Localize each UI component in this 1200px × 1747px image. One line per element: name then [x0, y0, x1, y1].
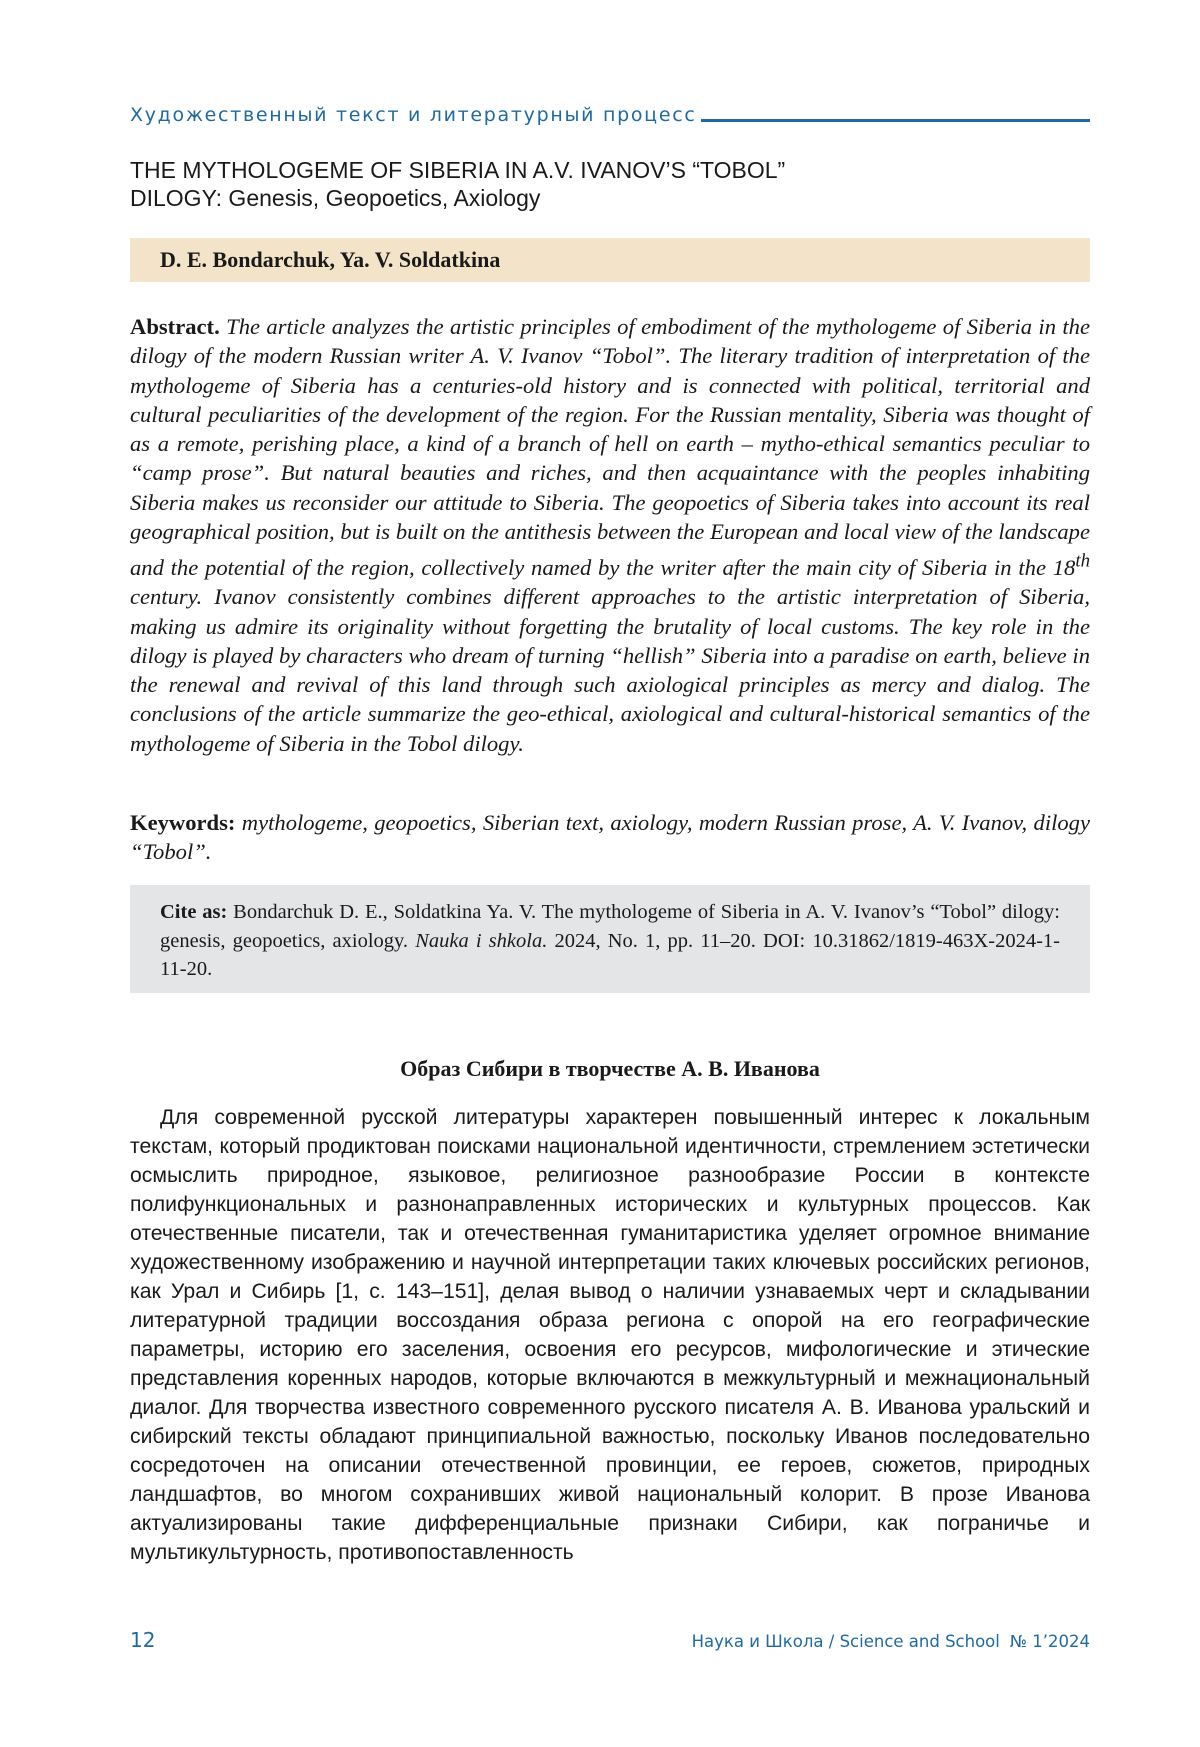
abstract-text-part2: century. Ivanov consistently combines different approaches to the artistic interpretation of Siberia, making us admire its originality without forgetting the brutality of local customs. The key role in the dilogy is played by characters who dream of turning “hellish” Siberia into a paradise on earth, believe in the renewal and revival of this land through such axiological principles as mercy and dialog. The conclusions of the article summarize the geo-ethical, axiological and cultural-historical semantics of the mythologeme of Siberia in the Tobol dilogy. [130, 584, 1090, 756]
body-paragraph: Для современной русской литературы характерен повышенный интерес к локальным текстам, который продиктован поисками национальной идентичности, стремлением эстетически осмыслить природное, языковое, религиозное разнообразие России в контексте полифункциональных и разнонаправленных исторических и культурных процессов. Как отечественные писатели, так и отечественная гуманитаристика уделяет огромное внимание художественному изображению и научной интерпретации таких ключевых российских регионов, как Урал и Сибирь [1, с. 143–151], делая вывод о наличии узнаваемых черт и складывании литературной традиции воссоздания образа региона с опорой на его географические параметры, историю его заселения, освоения его ресурсов, мифологические и этические представления коренных народов, которые включаются в межкультурный и межнациональный диалог. Для творчества известного современного русского писателя А. В. Иванова уральский и сибирский тексты обладают принципиальной важностью, поскольку Иванов последовательно сосредоточен на описании отечественной провинции, ее героев, сюжетов, природных ландшафтов, во многом сохранивших живой национальный колорит. В прозе Иванова актуализированы такие дифференциальные признаки Сибири, как пограничье и мультикультурность, противопоставленность [130, 1106, 1090, 1564]
cite-journal: Nauka i shkola. [415, 929, 548, 952]
cite-text-part2: 2024, No. 1, pp. 11–20. DOI: 10.31862/1819-463X-2024-1-11-20. [160, 929, 1060, 980]
abstract-text [130, 314, 1090, 756]
cite-text-part1: Bondarchuk D. E., Soldatkina Ya. V. The mythologeme of Siberia in A. V. Ivanov’s “Tobol” dilogy: genesis, geopoetics, axiology. [160, 901, 1060, 952]
abstract-text-part1: The article analyzes the artistic principles of embodiment of the mythologeme of Siberia in the dilogy of the modern Russian writer A. V. Ivanov “Tobol”. The literary tradition of interpretation of the mythologeme of Siberia has a centuries-old history and is connected with political, territorial and cultural peculiarities of the development of the region. For the Russian mentality, Siberia was thought of as a remote, perishing place, a kind of a branch of hell on earth – mytho-ethical semantics peculiar to “camp prose”. But natural beauties and riches, and then acquaintance with the peoples inhabiting Siberia makes us reconsider our attitude to Siberia. The geopoetics of Siberia takes into account its real geographical position, but is built on the antithesis between the European and local view of the landscape and the potential of the region, collectively named by the writer after the main city of Siberia in the 18 [130, 314, 1090, 580]
page-number: 12 [130, 1628, 156, 1652]
footer-issue: № 1’2024 [1009, 1632, 1090, 1651]
keywords [130, 808, 1090, 867]
article-title-line2: DILOGY: Genesis, Geopoetics, Axiology [130, 185, 541, 211]
authors: D. E. Bondarchuk, Ya. V. Soldatkina [160, 247, 501, 272]
abstract-label: Abstract. [130, 314, 220, 339]
section-header [130, 104, 1090, 128]
footer-journal [692, 1632, 1090, 1651]
cite-band [130, 885, 1090, 993]
abstract-superscript: th [1075, 550, 1090, 572]
abstract [130, 312, 1090, 758]
keywords-text: mythologeme, geopoetics, Siberian text, axiology, modern Russian prose, A. V. Ivanov, dilogy “Tobol”. [130, 810, 1090, 865]
footer-journal-name: Наука и Школа / Science and School [691, 1632, 1000, 1651]
section-heading: Образ Сибири в творчестве А. В. Иванова [400, 1056, 820, 1081]
section-title: Художественный текст и литературный процесс [130, 104, 701, 126]
article-title [130, 156, 1090, 212]
keywords-label: Keywords: [130, 810, 236, 835]
authors-band [130, 238, 1090, 282]
cite-as [160, 898, 1060, 984]
cite-label: Cite as: [160, 901, 228, 923]
article-title-line1: THE MYTHOLOGEME OF SIBERIA IN A.V. IVANOV’S “TOBOL” [130, 157, 786, 183]
